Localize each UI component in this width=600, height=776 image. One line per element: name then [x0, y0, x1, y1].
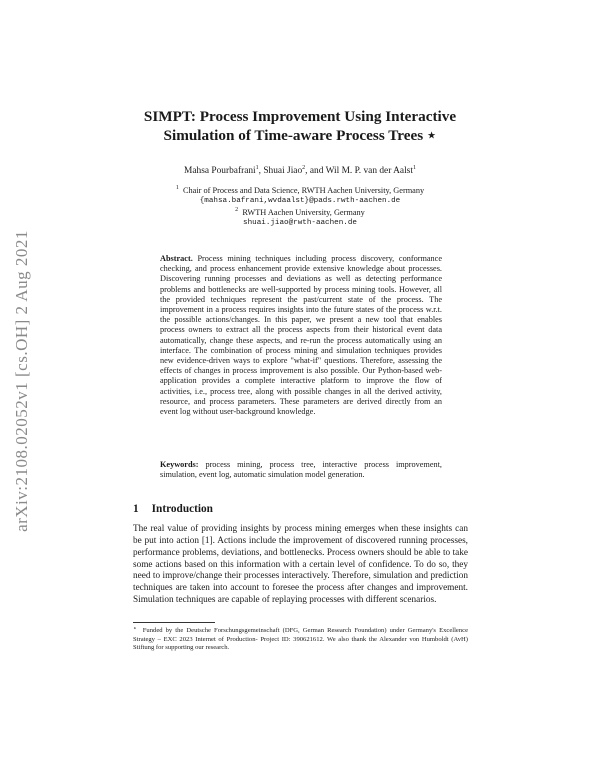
author-name: Wil M. P. van der Aalst: [325, 166, 413, 176]
introduction-paragraph: The real value of providing insights by process mining emerges when these insights can be put into action [1]. Actions include the improvement of discovered running processes, performance problems, deviations, and bottlenecks. Process owners should be able to take some actions based on this information with a certain level of confidence. To do so, they need to improve/change their processes interactively. Therefore, simulation and prediction techniques are taken into account to foresee the process after changes and improvement. Simulation techniques are capable of replaying processes with different scenarios.: [133, 524, 468, 606]
arxiv-id-text: arXiv:2108.02052v1 [cs.OH] 2 Aug 2021: [12, 230, 31, 532]
affiliation-1: [100, 185, 500, 196]
author-name: Shuai Jiao: [263, 166, 303, 176]
section-heading: [133, 503, 213, 515]
title-line-2: [100, 126, 500, 145]
author-list: [100, 166, 500, 176]
affiliations: [100, 185, 500, 229]
footnote: [133, 625, 468, 653]
abstract-label: Abstract.: [160, 254, 193, 263]
section-number: 1: [133, 503, 139, 515]
author-affil-sup: 1: [255, 165, 259, 171]
affiliation-2-name: RWTH Aachen University, Germany: [242, 208, 365, 217]
author-name: Mahsa Pourbafrani: [184, 166, 256, 176]
affiliation-2: [100, 207, 500, 218]
author-separator: , and: [305, 166, 326, 176]
paper-title: [100, 107, 500, 145]
title-line-1: SIMPT: Process Improvement Using Interactive: [143, 108, 457, 125]
footnote-text: Funded by the Deutsche Forschungsgemeinschaft (DFG, German Research Foundation) under Germany's Excellence Strategy – EXC 2023 Internet of Production- Project ID: 390621612. We also thank the Alexander von Humboldt (AvH) Stiftung for supporting our research.: [133, 627, 468, 652]
affiliation-1-name: Chair of Process and Data Science, RWTH Aachen University, Germany: [183, 186, 425, 195]
section-title: Introduction: [151, 503, 213, 515]
affiliation-1-sup: 1: [175, 185, 179, 191]
title-star-mark: ⋆: [426, 127, 437, 144]
author-separator: ,: [258, 166, 264, 176]
footnote-mark: ⋆: [133, 626, 137, 632]
keywords-text: process mining, process tree, interactive process improvement, simulation, event log, automatic simulation model generation.: [160, 460, 442, 480]
affiliation-2-email: shuai.jiao@rwth-aachen.de: [243, 219, 357, 227]
footnote-divider: [133, 622, 215, 623]
keywords: [160, 460, 442, 480]
abstract: [160, 254, 442, 417]
author-affil-sup: 1: [412, 165, 416, 171]
title-line-2-text: Simulation of Time-aware Process Trees: [163, 127, 424, 144]
author-affil-sup: 2: [302, 165, 306, 171]
keywords-label: Keywords:: [160, 460, 199, 469]
arxiv-identifier-stamp: [8, 206, 36, 556]
affiliation-2-sup: 2: [235, 207, 239, 213]
abstract-text: Process mining techniques including process discovery, conformance checking, and process enhancement provide extensive knowledge about processes. Discovering running processes and deviations as well as detecting performance problems and bottlenecks are well-supported by process mining tools. However, all the provided techniques represent the past/current state of the process. The improvement in a process requires insights into the future states of the process w.r.t. the possible actions/changes. In this paper, we present a new tool that enables process owners to extract all the process aspects from their historical event data automatically, change these aspects, and re-run the process automatically using an interface. The combination of process mining and simulation techniques provides new evidence-driven ways to explore "what-if" questions. Therefore, assessing the effects of changes in process improvement is also possible. Our Python-based web-application provides a complete interactive platform to improve the flow of activities, i.e., process tree, along with possible changes in all the derived activity, resource, and process parameters. These parameters are derived directly from an event log without user-background knowledge.: [160, 254, 442, 417]
affiliation-1-email: {mahsa.bafrani,wvdaalst}@pads.rwth-aachen.de: [199, 197, 401, 205]
